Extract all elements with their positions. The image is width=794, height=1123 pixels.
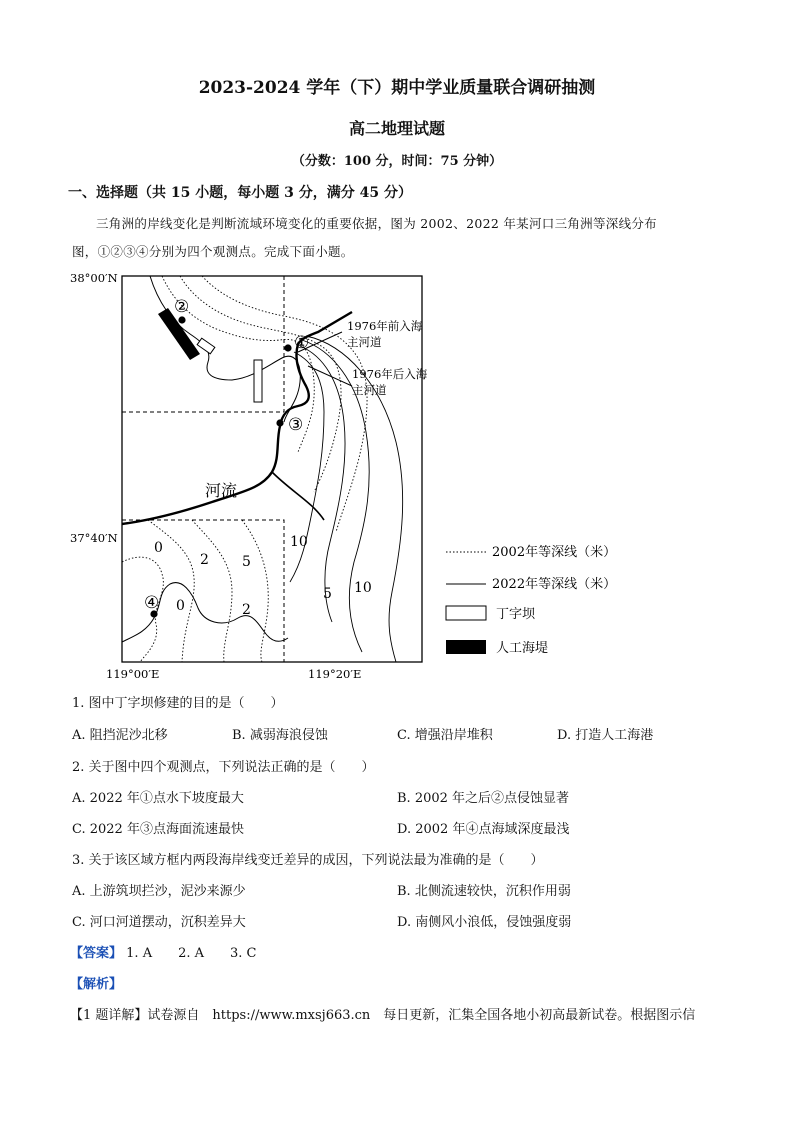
obs-point-3: ③ (288, 415, 304, 435)
detail-text: 试卷源自 https://www.mxsj663.cn 每日更新，汇集全国各地小初高最新试卷。根据图示信 (147, 1008, 696, 1023)
lat-mid-label: 37°40′N (70, 531, 118, 545)
analysis-label: 【解析】 (70, 977, 123, 992)
answer-values: 1. A 2. A 3. C (126, 946, 257, 961)
lon-left-label: 119°00′E (106, 667, 160, 681)
q3-option-b[interactable]: B. 北侧流速较快，沉积作用弱 (397, 884, 571, 899)
depth-label: 0 (154, 540, 163, 556)
q2-option-a[interactable]: A. 2022 年①点水下坡度最大 (72, 791, 244, 806)
map-frame (122, 276, 422, 662)
delta-isobath-map (62, 262, 662, 682)
depth-label: 2 (242, 602, 251, 618)
groyne (254, 360, 262, 402)
q1-option-a[interactable]: A. 阻挡泥沙北移 (72, 728, 168, 743)
question-2-stem: 2. 关于图中四个观测点，下列说法正确的是（ ） (72, 760, 375, 775)
q3-option-d[interactable]: D. 南侧风小浪低，侵蚀强度弱 (397, 915, 572, 930)
legend-seawall-label: 人工海堤 (496, 641, 549, 656)
q1-option-d[interactable]: D. 打造人工海港 (557, 728, 654, 743)
intro-line-1: 三角洲的岸线变化是判断流域环境变化的重要依据，图为 2002、2022 年某河口三角洲等深线分布 (96, 216, 657, 231)
answer-label: 【答案】 (70, 946, 123, 961)
section-heading: 一、选择题（共 15 小题，每小题 3 分，满分 45 分） (68, 185, 412, 201)
obs-point-1: ① (294, 333, 310, 353)
legend-groyne-label: 丁字坝 (496, 607, 536, 622)
q3-option-c[interactable]: C. 河口河道摆动，沉积差异大 (72, 915, 246, 930)
legend-dotted-label: 2002年等深线（米） (492, 545, 617, 560)
obs-point-4: ④ (144, 593, 160, 613)
obs-point-2: ② (174, 297, 190, 317)
old-channel-label-1: 1976年前入海 (347, 319, 423, 333)
coastline-north (150, 276, 300, 422)
south-box-border (122, 520, 284, 662)
question-3-stem: 3. 关于该区域方框内两段海岸线变迁差异的成因，下列说法最为准确的是（ ） (72, 853, 544, 868)
q2-option-b[interactable]: B. 2002 年之后②点侵蚀显著 (397, 791, 570, 806)
depth-label: 2 (200, 552, 209, 568)
q3-option-a[interactable]: A. 上游筑坝拦沙，泥沙来源少 (72, 884, 246, 899)
intro-line-2: 图，①②③④分别为四个观测点。完成下面小题。 (72, 244, 354, 259)
new-channel-label-1: 1976年后入海 (352, 367, 428, 381)
depth-label: 10 (354, 580, 372, 596)
exam-subtitle: 高二地理试题 (348, 119, 445, 138)
score-time: （分数：100 分，时间：75 分钟） (291, 154, 503, 169)
detail-label: 【1 题详解】 (70, 1008, 148, 1023)
obs-point-1-dot (284, 344, 291, 351)
obs-point-3-dot (276, 419, 283, 426)
lat-top-label: 38°00′N (70, 271, 118, 285)
q2-option-c[interactable]: C. 2022 年③点海面流速最快 (72, 822, 244, 837)
river-label: 河流 (205, 481, 238, 500)
old-channel-label-2: 主河道 (347, 335, 382, 349)
legend-seawall-swatch (446, 640, 486, 654)
q2-option-d[interactable]: D. 2002 年④点海域深度最浅 (397, 822, 570, 837)
depth-label: 0 (176, 598, 185, 614)
lon-right-label: 119°20′E (308, 667, 362, 681)
depth-label: 10 (290, 534, 308, 550)
depth-label: 5 (323, 586, 332, 602)
exam-title: 2023-2024 学年（下）期中学业质量联合调研抽测 (198, 78, 596, 98)
q1-option-b[interactable]: B. 减弱海浪侵蚀 (232, 728, 328, 743)
legend-solid-label: 2022年等深线（米） (492, 577, 617, 592)
q1-option-c[interactable]: C. 增强沿岸堆积 (397, 728, 493, 743)
legend-groyne-swatch (446, 606, 486, 620)
question-1-stem: 1. 图中丁字坝修建的目的是（ ） (72, 696, 284, 711)
obs-point-2-dot (178, 316, 185, 323)
depth-label: 5 (242, 554, 251, 570)
new-channel-label-2: 主河道 (352, 383, 387, 397)
